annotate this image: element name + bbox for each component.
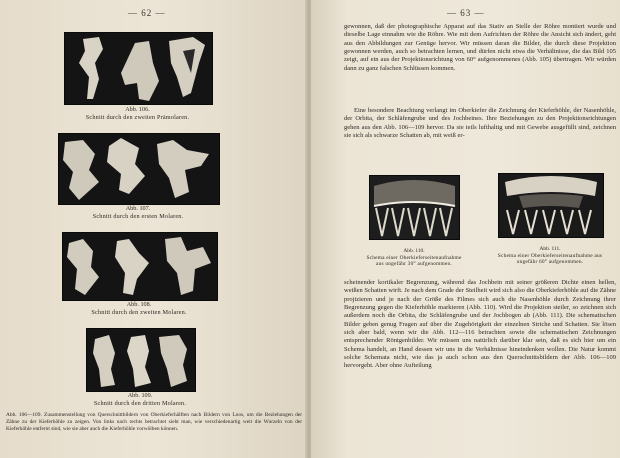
figure-label: Abb. 110. — [403, 248, 425, 254]
figure-label: Abb. 108. — [126, 301, 152, 308]
left-page — [0, 0, 309, 458]
figure-label: Abb. 111. — [539, 246, 561, 252]
figure-111-caption — [494, 246, 606, 266]
figure-caption: Schnitt durch den dritten Molaren. — [93, 400, 187, 407]
figure-111-schema — [498, 173, 604, 238]
figure-caption: Schnitt durch den zweiten Prämolaren. — [85, 114, 190, 121]
figure-110-schema — [369, 175, 460, 240]
figure-label: Abb. 106. — [125, 106, 150, 113]
figure-caption: Schnitt durch den zweiten Molaren. — [91, 309, 187, 316]
figure-106-photo — [64, 32, 213, 105]
paragraph-text: Eine besondere Beachtung verlangt im Oberkiefer die Zeichnung der Kieferhöhle, der Nasenhöhle, der Orbita, der Schläfengrube und des Jochbeines. Ihre Beziehungen zu den Projektionsrichtungen gehen aus den Abb. 106—109 hervor. Da sie teils lufthaltig und mit Gewebe ausgefüllt sind, zeichnen sie sich als schwarze Schatten ab, mit weiß er- — [344, 107, 616, 140]
body-paragraph-1 — [344, 23, 616, 73]
figure-group-footnote: Abb. 106—109. Zusammenstellung von Querschnittbildern von Oberkieferhälften nach Bildern von Loos, um die Beziehungen der Zähne zu der Kieferhöhle zu zeigen. Von links nach rechts betrachtet sieht man, wie verschiedenartig weit die Wurzeln von der Kieferhöhle entfernt sind, wie sie aber auch die Kieferhöhle vorwölben können. — [6, 412, 302, 432]
figure-109-caption — [86, 392, 194, 408]
figure-label: Abb. 107. — [125, 205, 151, 212]
figure-107-photo — [58, 133, 220, 205]
figure-label: Abb. 109. — [127, 392, 153, 399]
figure-109-photo — [86, 328, 196, 392]
figure-caption: Schema einer Oberkieferseitenaufnahme aus ungefähr 30° aufgenommen. — [366, 254, 462, 268]
page-number: — 63 — — [447, 8, 485, 18]
figure-108-photo — [62, 232, 218, 301]
paragraph-text: gewonnen, daß der photographische Apparat auf das Stativ an Stelle der Röhre montiert wurde und dieselbe Lage einnahm wie die Röhre. Wie mit dem Aufrichten der Röhre die Ansicht sich ändert, geht aus den Abbildungen zur Genüge hervor. Wir müssen daran die Bilder, die durch diese Projektion gewonnen werden, auch so betrachten lernen, und dürfen nicht etwa die Verhältnisse, die das Bild 105 zeigt, auf ein aus der Projektionsrichtung von 60° aufgenommenes (Abb. 105) übertragen. Wir würden dann zu ganz falschen Schlüssen kommen. — [344, 23, 616, 72]
body-paragraph-3 — [344, 279, 616, 371]
figure-caption: Schnitt durch den ersten Molaren. — [92, 213, 184, 220]
figure-106-caption — [64, 106, 211, 122]
page-number: — 62 — — [128, 8, 166, 18]
figure-110-caption — [364, 248, 464, 268]
paragraph-text: scheinender kortikaler Begrenzung, während das Jochbein mit seiner größeren Dichte einen hellen, weißen Schatten wirft. Je nach dem Grade der Steilheit wird sich also die Oberkieferhöhle auf die Zähne projizieren und je nach der Größe des Filmes sich auch die Nasenhöhle durch Zeichnung ihrer Begrenzung gegen die Kieferhöhle markieren (Abb. 110). Wird die Projektion steiler, so zeichnen sich außerdem noch die Orbita, die Schläfengrube und der Jochbogen ab (Abb. 111). Die schematischen Bilder geben genug Fragen auf über die Zugehörigkeit der einzelnen Striche und Schatten. Sie lösen sich aber bald, wenn wir die Abb. 112—116 betrachten sowie die schematischen Zeichnungen entsprechender Röntgenbilder. Wir müssen uns natürlich darüber klar sein, daß es sich hier um ein Schema handelt, an Hand dessen wir uns in die Verhältnisse hineindenken wollen. Die Natur kommt solche Schemata nicht, wie das ja auch schon aus den Querschnittsbildern der Abb. 106—109 hervorgeht. Aber ohne Aufteilung — [344, 279, 616, 370]
body-paragraph-2 — [344, 107, 616, 140]
figure-108-caption — [62, 301, 216, 317]
figure-107-caption — [58, 205, 218, 221]
figure-caption: Schema einer Oberkieferseitenaufnahme aus ungefähr 60° aufgenommen. — [497, 252, 603, 266]
